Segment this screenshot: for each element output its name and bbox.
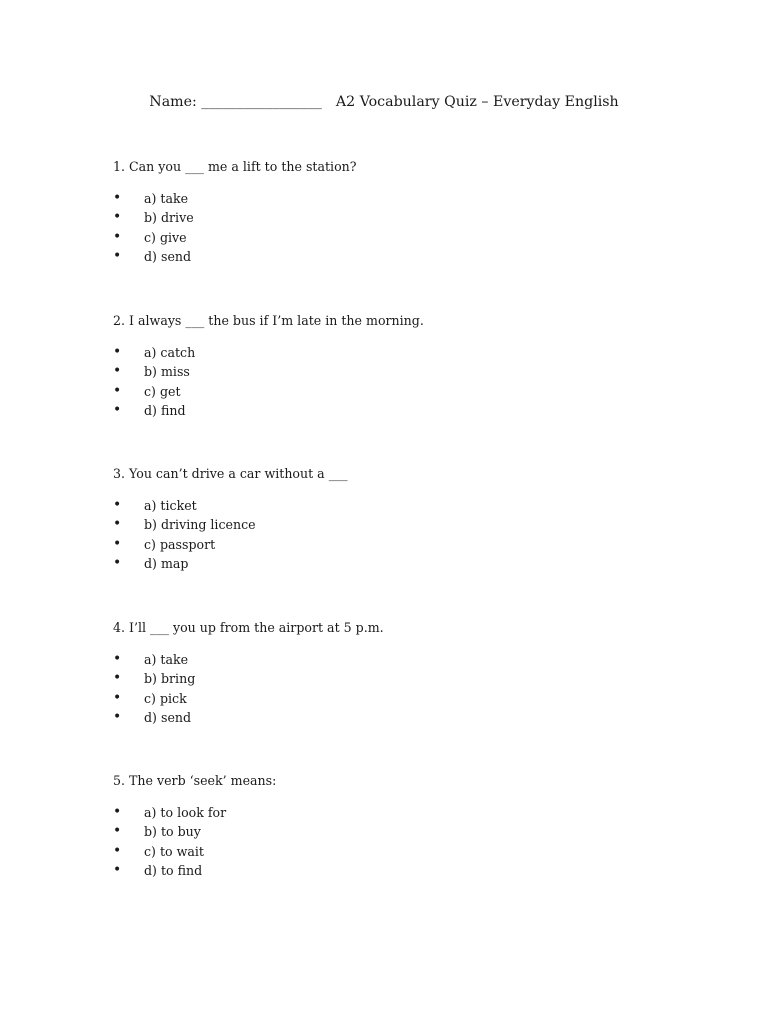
answer-options [113,189,713,266]
answer-options [113,343,713,420]
option-label: a) ticket [144,498,197,513]
bullet-icon: • [113,363,122,380]
option-label: c) give [144,229,187,245]
option-label: c) get [144,383,181,399]
answer-option [113,535,713,554]
option-label: a) to look for [144,805,227,820]
bullet-icon: • [113,670,122,687]
bullet-icon: • [113,842,122,859]
option-label: d) find [144,402,186,418]
answer-option [113,496,713,515]
option-label: a) take [144,191,189,206]
answer-option [113,669,713,688]
bullet-icon: • [113,209,122,226]
answer-option [113,189,713,208]
bullet-icon: • [113,823,122,840]
bullet-icon: • [113,190,122,206]
bullet-icon: • [113,247,122,264]
answer-option [113,842,713,861]
question-text: 2. I always ___ the bus if I’m late in the morning. [113,313,424,328]
answer-option [113,554,713,573]
question-4 [113,619,713,727]
answer-options [113,803,713,880]
option-label: c) pick [144,690,187,706]
option-label: c) passport [144,536,216,552]
question-2 [113,312,713,420]
bullet-icon: • [113,804,122,820]
option-label: d) to find [144,862,203,878]
answer-option [113,362,713,381]
bullet-icon: • [113,382,122,399]
bullet-icon: • [113,535,122,552]
option-label: a) catch [144,345,196,360]
answer-option [113,708,713,727]
option-label: d) map [144,555,189,571]
answer-option [113,689,713,708]
bullet-icon: • [113,401,122,418]
answer-option [113,208,713,227]
option-label: b) bring [144,671,196,687]
question-text: 4. I’ll ___ you up from the airport at 5 p.m. [113,620,384,635]
answer-option [113,382,713,401]
question-5 [113,772,713,880]
question-3 [113,465,713,573]
answer-option [113,650,713,669]
bullet-icon: • [113,554,122,571]
quiz-header [0,92,768,112]
name-field-label: Name: _________________ [149,94,322,110]
question-1 [113,158,713,266]
answer-options [113,650,713,727]
bullet-icon: • [113,651,122,667]
bullet-icon: • [113,516,122,533]
answer-option [113,803,713,822]
bullet-icon: • [113,497,122,513]
answer-option [113,822,713,841]
bullet-icon: • [113,228,122,245]
bullet-icon: • [113,344,122,360]
question-text: 5. The verb ‘seek’ means: [113,773,277,788]
option-label: c) to wait [144,843,204,859]
answer-option [113,515,713,534]
option-label: b) driving licence [144,517,256,533]
answer-option [113,228,713,247]
option-label: b) drive [144,210,194,226]
answer-option [113,861,713,880]
question-text: 1. Can you ___ me a lift to the station? [113,159,357,174]
bullet-icon: • [113,708,122,725]
answer-option [113,401,713,420]
question-text: 3. You can’t drive a car without a ___ [113,466,348,481]
option-label: a) take [144,652,189,667]
option-label: b) to buy [144,824,201,840]
bullet-icon: • [113,689,122,706]
quiz-title: A2 Vocabulary Quiz – Everyday English [335,94,619,110]
answer-option [113,247,713,266]
option-label: b) miss [144,364,190,380]
option-label: d) send [144,709,192,725]
bullet-icon: • [113,861,122,878]
option-label: d) send [144,248,192,264]
answer-option [113,343,713,362]
answer-options [113,496,713,573]
